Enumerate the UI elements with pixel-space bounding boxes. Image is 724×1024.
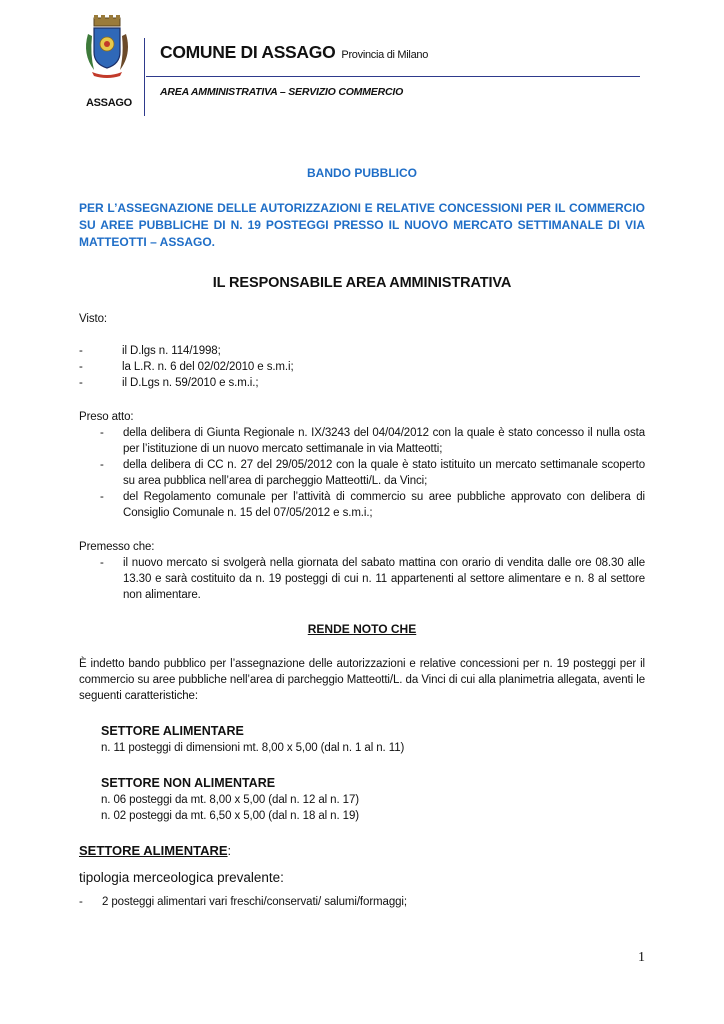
tipologia-list bbox=[79, 894, 645, 910]
header-vertical-rule bbox=[144, 38, 145, 116]
title-text: COMUNE DI ASSAGO bbox=[160, 42, 336, 62]
header-horizontal-rule bbox=[146, 76, 640, 77]
settore-alimentare-2-title: SETTORE ALIMENTARE bbox=[79, 843, 228, 858]
municipal-crest-icon bbox=[82, 14, 132, 80]
bando-heading: BANDO PUBBLICO bbox=[307, 166, 417, 180]
rende-noto-heading: RENDE NOTO CHE bbox=[307, 622, 417, 636]
list-item: - la L.R. n. 6 del 02/02/2010 e s.m.i; bbox=[79, 361, 294, 373]
settore-non-alimentare-line: n. 02 posteggi da mt. 6,50 x 5,00 (dal n. 18 al n. 19) bbox=[101, 810, 359, 822]
bando-subject: PER L’ASSEGNAZIONE DELLE AUTORIZZAZIONI E RELATIVE CONCESSIONI PER IL COMMERCIO SU AREE PUBBLICHE DI N. 19 POSTEGGI PRESSO IL NUOVO MERCATO SETTIMANALE DI VIA MATTEOTTI – ASSAGO. bbox=[79, 201, 645, 249]
preso-atto-list bbox=[79, 425, 645, 521]
page-number: 1 bbox=[638, 950, 645, 965]
area-subtitle: AREA AMMINISTRATIVA – SERVIZIO COMMERCIO bbox=[160, 86, 404, 98]
crest-label: ASSAGO bbox=[86, 97, 132, 109]
list-item: - il D.Lgs n. 59/2010 e s.m.i.; bbox=[79, 377, 259, 389]
settore-non-alimentare-line: n. 06 posteggi da mt. 8,00 x 5,00 (dal n. 12 al n. 17) bbox=[101, 794, 359, 806]
visto-label: Visto: bbox=[79, 313, 107, 325]
list-item: - della delibera di CC n. 27 del 29/05/2012 con la quale è stato istituito un mercato settimanale scoperto su area pubblica nell’area di parcheggio Matteotti/L. da Vinci; bbox=[100, 459, 645, 487]
premesso-list bbox=[79, 555, 645, 603]
list-item: - del Regolamento comunale per l’attività di commercio su aree pubbliche approvato con delibera di Consiglio Comunale n. 15 del 07/05/2012 e s.m.i.; bbox=[100, 491, 645, 519]
province-subtitle: Provincia di Milano bbox=[341, 49, 429, 61]
preso-atto-label: Preso atto: bbox=[79, 411, 134, 423]
settore-non-alimentare-title: SETTORE NON ALIMENTARE bbox=[101, 776, 276, 790]
visto-list bbox=[79, 343, 645, 391]
responsabile-heading: IL RESPONSABILE AREA AMMINISTRATIVA bbox=[212, 275, 512, 291]
settore-alimentare-line: n. 11 posteggi di dimensioni mt. 8,00 x 5,00 (dal n. 1 al n. 11) bbox=[101, 742, 405, 754]
indetto-paragraph: È indetto bando pubblico per l’assegnazione delle autorizzazioni e relative concessioni per n. 19 posteggi per il commercio su aree pubbliche nell’area di parcheggio Matteotti/L. da Vinci di cui alla planimetria allegata, aventi le seguenti caratteristiche: bbox=[79, 658, 645, 702]
list-item: - il D.lgs n. 114/1998; bbox=[79, 345, 221, 357]
settore-alimentare-title: SETTORE ALIMENTARE bbox=[101, 724, 244, 738]
settore-alimentare-2-colon: : bbox=[227, 843, 232, 858]
list-item: - della delibera di Giunta Regionale n. IX/3243 del 04/04/2012 con la quale è stato concesso il nulla osta per l’istituzione di un nuovo mercato settimanale in via Matteotti; bbox=[100, 427, 645, 455]
page-title bbox=[160, 42, 428, 63]
premesso-label: Premesso che: bbox=[79, 541, 155, 553]
settore-alimentare-2-heading bbox=[79, 843, 231, 858]
tipologia-label: tipologia merceologica prevalente: bbox=[79, 870, 284, 885]
list-item: - 2 posteggi alimentari vari freschi/conservati/ salumi/formaggi; bbox=[79, 896, 407, 908]
list-item: - il nuovo mercato si svolgerà nella giornata del sabato mattina con orario di vendita dalle ore 08.30 alle 13.30 e sarà costituito da n. 19 posteggi di cui n. 11 appartenenti al settore alimentare e n. 8 al settore non alimentare. bbox=[100, 557, 645, 601]
